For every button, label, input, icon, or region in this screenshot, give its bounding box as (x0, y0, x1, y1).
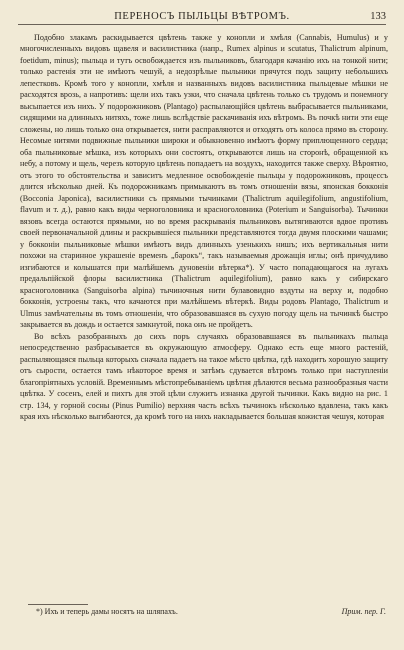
main-text (20, 32, 388, 594)
running-title: ПЕРЕНОСЪ ПЫЛЬЦЫ ВѢТРОМЪ. (114, 11, 290, 22)
paragraph: Подобно злакамъ раскидывается цвѣтень также у конопли и хмѣля (Cannabis, Humulus) и у многочисленныхъ видовъ щавеля и василистника (напр., Rumex alpinus и scutatus, Thalictrum alpinum, foetidum, minus); пыльца и тутъ освобождается изъ пыльниковъ, благодаря качанію ихъ на тонкой нити; только растенія эти не имѣютъ чешуй, а недозрѣлые пыльники прячутся подъ защиту небольшихъ лепестковъ. Кромѣ того у конопли, хмѣля и названныхъ видовъ василистника пыльцевые мѣшки не расходятся врозь, а напротивъ: щели ихъ такъ узки, что сначала цвѣтень только съ трудомъ и понемногу высыпается изъ нихъ. У подорожниковъ (Plantago) распылающійся цвѣтень выбрасывается пыльниками, сидящими на длинныхъ нитяхъ, тоже лишь вслѣдствіе раскачиванія ихъ вѣтромъ. Въ почкѣ нити эти еще сложены, но лишь только она открывается, нити расправляются и отходятъ отъ колоса прямо въ сторону. Несомые нитями подвижные пыльники широки и обыкновенно имѣютъ форму приплющенного сердца; оба пыльниковые мѣшка, изъ которыхъ они состоятъ, открываются лишь на сторонѣ, обращенной къ небу, а потому и щель, черезъ которую цвѣтень попадаетъ на воздухъ, находится также сверху. Вѣроятно, отъ этого то обстоятельства и зависитъ медленное освобожденіе пыльцы у подорожниковъ, процессъ длится нѣсколько дней. Къ подорожникамъ примыкаютъ въ томъ отношеніи вязы, японская бокконія (Bocconia Japonica), василистники съ прямыми тычинками (Thalictrum aquilegifolium, angustifolium, flavum и т. д.), равно какъ виды черноголовника и красноголовника (Poterium и Sanguisorba). Тычинки вязовъ всегда остаются прямыми, но во время раскрыванія пыльниковъ вытягиваются вдвое противъ своей первоначальной длины и раскрывшіеся пыльники представляются тогда двумя плоскими чашами; у бокконіи пыльниковые мѣшки имѣютъ видъ длинныхъ узенькихъ нишъ; ихъ вертикальныя нити похожи на старинное украшеніе временъ „барокъ“, такъ называемыя дрожащія иглы; онѣ причудливо изгибаются и колышатся при малѣйшемъ дуновеніи вѣтерка*). У часто попадающагося на лугахъ предальпійской флоры василистника (Thalictrum aquilegifolium), равно какъ у сибирскаго красноголовника (Sanguisorba alpina) тычиночныя нити булавовидно вздуты на верху и, подобно бокконія, устроены такъ, что качаются при малѣйшемъ вѣтеркѣ. Виды родовъ Plantago, Thalictrum и Ulmus замѣчательны въ томъ отношеніи, что образовавшаяся въ сухую погоду щель на тычинкѣ быстро закрывается въ дождь и остается замкнутой, пока онъ не пройдетъ. (20, 33, 388, 330)
header-rule (18, 24, 386, 25)
footnote-rule (28, 604, 88, 605)
footnote-editor-note: Прим. пер. Г. (341, 607, 386, 616)
page-number: 133 (370, 11, 386, 22)
footnote-text: *) Ихъ и теперь дамы носятъ на шляпахъ. (36, 607, 178, 616)
footnote (36, 607, 386, 619)
running-header (18, 6, 386, 22)
paragraph: Во всѣхъ разобранныхъ до сихъ поръ случаяхъ образовавшаяся въ пыльникахъ пыльца непосредственно разбрасывается въ окружающую атмосферу. Однако есть еще много растеній, распыляющаяся пыльца которыхъ сначала падаетъ на такое мѣсто цвѣтка, гдѣ находитъ хорошую защиту отъ сырости, остается тамъ нѣкоторое время и затѣмъ сдувается вѣтромъ только при наступленіи благопріятныхъ условій. Временнымъ мѣстопребываніемъ цвѣтня дѣлаются весьма разнообразныя части цвѣтка. У сосенъ, елей и пихтъ для этой цѣли служитъ изнанка другой тычинки. Какъ видно на рис. 1 стр. 134, у горной сосны (Pinus Pumilio) верхняя часть всѣхъ тычинокъ нѣсколько вдавлена, такъ какъ края ихъ нѣсколько выгибаются, да кромѣ того на нихъ накладывается большая кожистая чешуя, которая (20, 331, 388, 421)
